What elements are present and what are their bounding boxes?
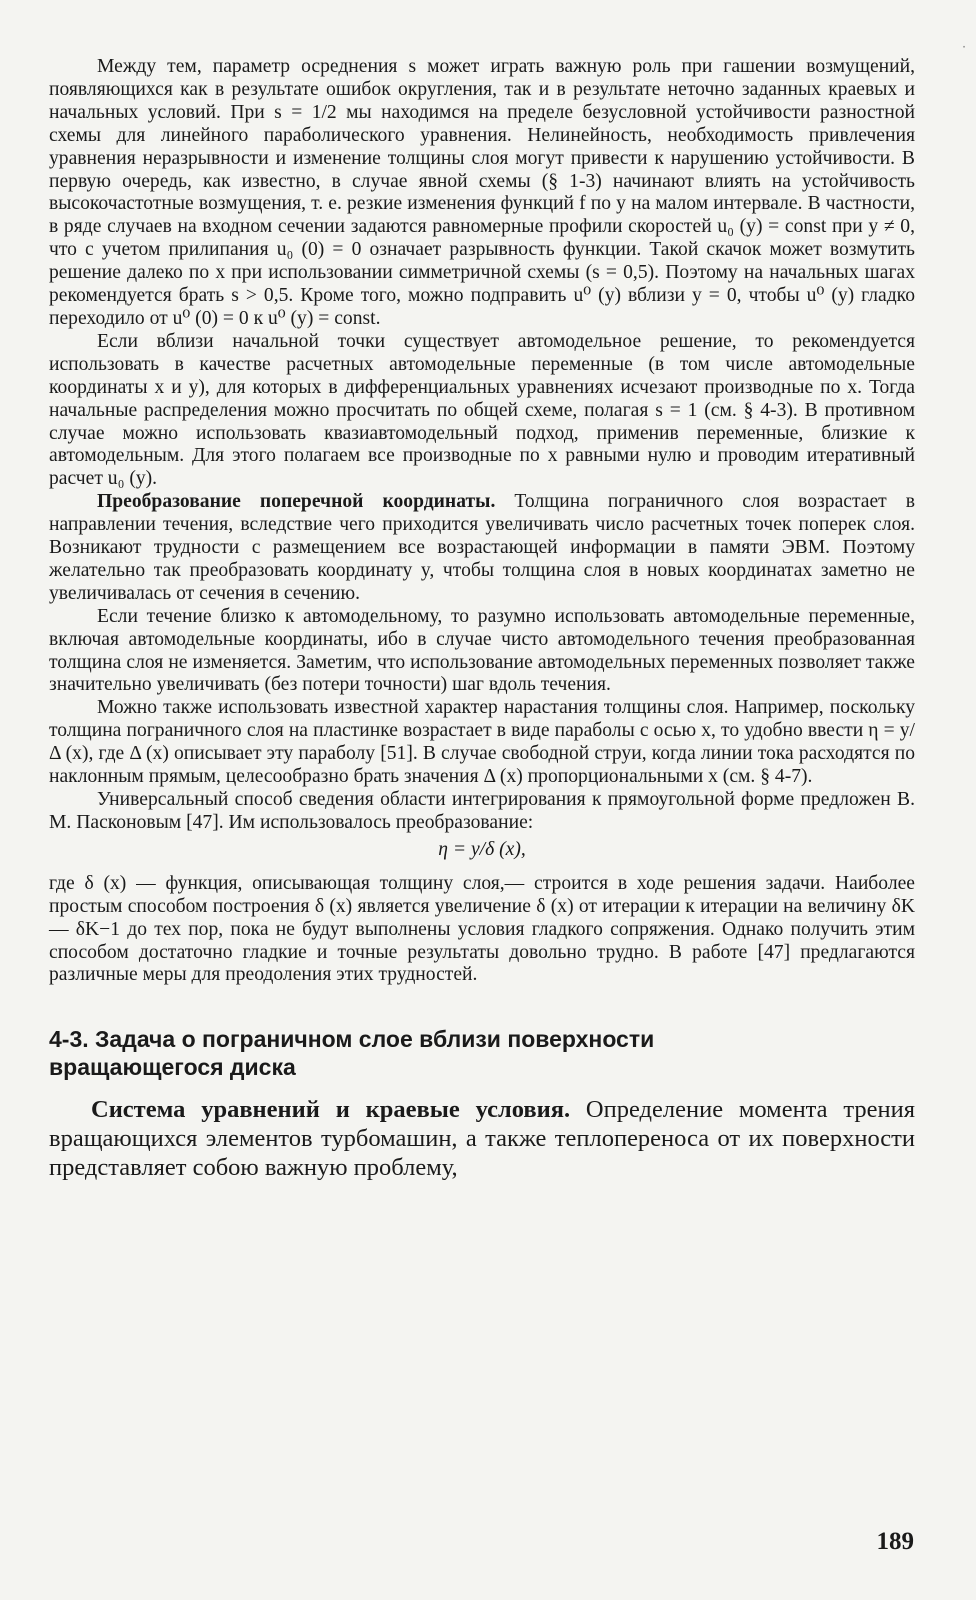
paragraph-2 — [49, 331, 915, 491]
paragraph-3-lead: Преобразование поперечной координаты. — [97, 491, 496, 513]
body-text — [49, 56, 915, 987]
paragraph-4 — [49, 606, 915, 698]
paragraph-2-text: Если вблизи начальной точки существует автомодельное решение, то рекомендуется использовать в качестве расчетных автомодельные переменные (в том числе автомодельные координаты x и y), для которых в дифференциальных уравнениях исчезают производные по x. Тогда начальные распределения можно просчитать по общей схеме, полагая s = 1 (см. § 4-3). В противном случае можно использовать квазиавтомодельный подход, применив переменные, близкие к автомодельным. Для этого полагаем все производные по x равными нулю и проводим итеративный расчет u₀ (y). — [49, 330, 915, 490]
paragraph-after-formula-text: где δ (x) — функция, описывающая толщину слоя,— строится в ходе решения задачи. Наиболее простым способом построения δ (x) является увеличение δ (x) от итерации к итерации на величину δK — δK−1 до тех пор, пока не будут выполнены условия гладкого сопряжения. Однако получить этим способом достаточно гладкие и точные результаты довольно трудно. В работе [47] предлагаются различные меры для преодоления этих трудностей. — [49, 872, 915, 986]
paragraph-5-text: Можно также использовать известной характер нарастания толщины слоя. Например, поскольку толщина пограничного слоя на пластинке возрастает в виде параболы с осью x, то удобно ввести η = y/Δ (x), где Δ (x) описывает эту параболу [51]. В случае свободной струи, когда линии тока расходятся по наклонным прямым, целесообразно брать значения Δ (x) пропорциональными x (см. § 4-7). — [49, 697, 915, 788]
section-heading-line-1: 4-3. Задача о пограничном слое вблизи поверхности — [49, 1026, 655, 1053]
corner-mark: · — [962, 40, 966, 54]
paragraph-1 — [49, 56, 915, 331]
section-intro-paragraph — [49, 1095, 915, 1182]
page-number: 189 — [876, 1528, 914, 1555]
paragraph-after-formula — [49, 873, 915, 988]
section-heading — [49, 1025, 915, 1081]
section-intro-lead: Система уравнений и краевые условия. — [91, 1096, 571, 1124]
paragraph-3-text: Толщина пограничного слоя возрастает в направлении течения, вследствие чего приходится увеличивать число расчетных точек поперек слоя. Возникают трудности с размещением все возрастающей информации в памяти ЭВМ. Поэтому желательно так преобразовать координату y, чтобы толщина слоя в новых координатах заметно не увеличивалась от сечения в сечению. — [49, 491, 916, 604]
paragraph-4-text: Если течение близко к автомодельному, то разумно использовать автомодельные переменные, включая автомодельные координаты, ибо в случае чисто автомодельного течения преобразованная толщина слоя не изменяется. Заметим, что использование автомодельных переменных позволяет также значительно увеличивать (без потери точности) шаг вдоль течения. — [49, 605, 915, 696]
paragraph-6 — [49, 789, 915, 835]
section-intro — [49, 1095, 915, 1182]
paragraph-5 — [49, 697, 915, 789]
paragraph-6-text: Универсальный способ сведения области интегрирования к прямоугольной форме предложен В. М. Пасконовым [47]. Им использовалось преобразование: — [49, 789, 915, 833]
section-intro-text: Определение момента трения вращающихся элементов турбомашин, а также теплопереноса от их поверхности представляет собою важную проблему, — [49, 1096, 916, 1182]
book-page — [49, 56, 915, 1182]
formula: η = y/δ (x), — [438, 838, 526, 860]
section-heading-line-2: вращающегося диска — [49, 1054, 296, 1081]
paragraph-3 — [49, 491, 915, 606]
paragraph-1-text: Между тем, параметр осреднения s может играть важную роль при гашении возмущений, появляющихся как в результате ошибок округления, так и в результате неточно заданных краевых и начальных условий. При s = 1/2 мы находимся на пределе безусловной устойчивости разностной схемы для линейного параболического уравнения. Нелинейность, необходимость привлечения уравнения неразрывности и изменение толщины слоя могут привести к нарушению устойчивости. В первую очередь, как известно, в случае явной схемы (§ 1-3) начинают влиять на устойчивость высокочастотные возмущения, т. е. резкие изменения функций f по y на малом интервале. В частности, в ряде случаев на входном сечении задаются равномерные профили скоростей u₀ (y) = const при y ≠ 0, что с учетом прилипания u₀ (0) = 0 означает разрывность функции. Такой скачок может возмутить решение далеко по x при использовании симметричной схемы (s = 0,5). Поэтому на начальных шагах рекомендуется брать s > 0,5. Кроме того, можно подправить u⁰ (y) вблизи y = 0, чтобы u⁰ (y) гладко переходило от u⁰ (0) = 0 к u⁰ (y) = const. — [49, 56, 915, 329]
